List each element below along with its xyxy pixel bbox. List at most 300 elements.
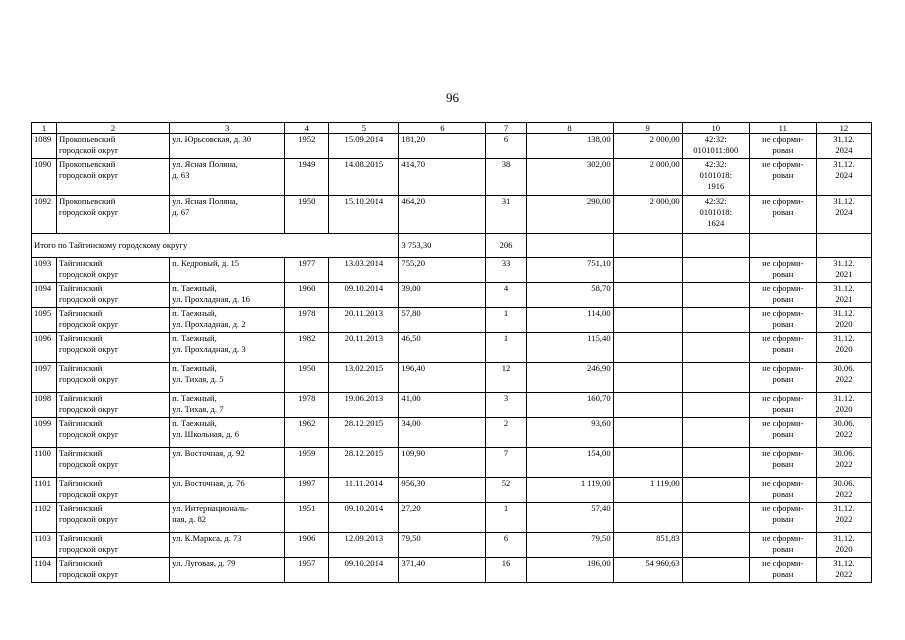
year-cell: 1951 — [285, 503, 329, 533]
value-col8-cell: 57,40 — [526, 503, 613, 533]
row-id: 1100 — [32, 448, 57, 478]
area-cell: 39,00 — [399, 283, 486, 308]
address-cell — [170, 134, 285, 159]
address-cell — [170, 283, 285, 308]
municipality-cell-line: городской округ — [59, 319, 119, 329]
row-id: 1102 — [32, 503, 57, 533]
column-number: 12 — [816, 123, 871, 134]
table-row — [32, 503, 872, 533]
year-cell: 1959 — [285, 448, 329, 478]
column-number: 1 — [32, 123, 57, 134]
value-col8-cell: 1 119,00 — [526, 478, 613, 503]
status-cell-line: не сформи- — [762, 478, 804, 488]
deadline-cell — [816, 533, 871, 558]
column-number: 11 — [749, 123, 816, 134]
municipality-cell — [57, 478, 170, 503]
status-cell-line: не сформи- — [762, 333, 804, 343]
status-cell-line: не сформи- — [762, 363, 804, 373]
date-cell: 13.02.2015 — [329, 363, 399, 393]
status-cell-line: рован — [772, 514, 794, 524]
table-row — [32, 558, 872, 583]
area-cell: 34,00 — [399, 418, 486, 448]
deadline-cell-line: 2020 — [835, 404, 853, 414]
table-row — [32, 448, 872, 478]
municipality-cell-line: городской округ — [59, 145, 119, 155]
subtotal-row — [32, 234, 872, 258]
address-cell — [170, 308, 285, 333]
value-col9-cell — [613, 308, 682, 333]
value-col8-cell: 290,00 — [526, 196, 613, 234]
status-cell-line: не сформи- — [762, 503, 804, 513]
municipality-cell-line: Тайгинский — [59, 418, 103, 428]
municipality-cell — [57, 448, 170, 478]
value-col9-cell — [613, 418, 682, 448]
value-col8-cell: 138,00 — [526, 134, 613, 159]
municipality-cell-line: городской округ — [59, 459, 119, 469]
empty-cell — [749, 234, 816, 258]
deadline-cell-line: 2024 — [835, 145, 853, 155]
status-cell-line: рован — [772, 544, 794, 554]
residents-cell: 52 — [486, 478, 526, 503]
empty-cell — [613, 234, 682, 258]
table-row — [32, 159, 872, 196]
address-cell — [170, 418, 285, 448]
address-cell-line: п. Кедровый, д. 15 — [172, 258, 240, 268]
residents-cell: 16 — [486, 558, 526, 583]
area-cell: 79,50 — [399, 533, 486, 558]
cadastral-cell-line: 42:32: — [704, 196, 727, 206]
cadastral-cell-line: 1916 — [707, 181, 725, 191]
residents-cell: 38 — [486, 159, 526, 196]
deadline-cell-line: 31.12. — [833, 308, 855, 318]
cadastral-cell — [682, 533, 749, 558]
column-number: 4 — [285, 123, 329, 134]
municipality-cell-line: городской округ — [59, 514, 119, 524]
municipality-cell — [57, 196, 170, 234]
municipality-cell-line: Прокопьевский — [59, 159, 116, 169]
cadastral-cell-line: 42:32: — [704, 134, 727, 144]
value-col8-cell: 154,00 — [526, 448, 613, 478]
table-row — [32, 478, 872, 503]
municipality-cell-line: Тайгинский — [59, 478, 103, 488]
table-body — [32, 123, 872, 583]
table-row — [32, 333, 872, 363]
deadline-cell-line: 31.12. — [833, 196, 855, 206]
status-cell-line: не сформи- — [762, 558, 804, 568]
status-cell — [749, 196, 816, 234]
date-cell: 09.10.2014 — [329, 503, 399, 533]
column-number: 2 — [57, 123, 170, 134]
address-cell-line: ул. Прохладная, д. 16 — [172, 294, 250, 304]
row-id: 1104 — [32, 558, 57, 583]
year-cell: 1977 — [285, 258, 329, 283]
address-cell-line: п. Таежный, — [172, 333, 217, 343]
residents-cell: 1 — [486, 308, 526, 333]
deadline-cell-line: 2021 — [835, 294, 853, 304]
column-number: 9 — [613, 123, 682, 134]
value-col9-cell — [613, 448, 682, 478]
deadline-cell-line: 2022 — [835, 489, 853, 499]
municipality-cell-line: Тайгинский — [59, 258, 103, 268]
row-id: 1097 — [32, 363, 57, 393]
status-cell — [749, 533, 816, 558]
status-cell — [749, 558, 816, 583]
deadline-cell — [816, 196, 871, 234]
value-col8-cell: 160,70 — [526, 393, 613, 418]
row-id: 1099 — [32, 418, 57, 448]
residents-cell: 2 — [486, 418, 526, 448]
status-cell — [749, 159, 816, 196]
address-cell — [170, 533, 285, 558]
status-cell — [749, 134, 816, 159]
empty-cell — [816, 234, 871, 258]
address-cell-line: ул. Луговая, д. 79 — [172, 558, 236, 568]
empty-cell — [682, 234, 749, 258]
row-id: 1098 — [32, 393, 57, 418]
deadline-cell-line: 2022 — [835, 514, 853, 524]
address-cell — [170, 558, 285, 583]
deadline-cell-line: 2024 — [835, 207, 853, 217]
municipality-cell-line: городской округ — [59, 404, 119, 414]
address-cell-line: ул. Прохладная, д. 2 — [172, 319, 246, 329]
cadastral-cell-line: 0101018: — [699, 170, 732, 180]
date-cell: 28.12.2015 — [329, 418, 399, 448]
date-cell: 09.10.2014 — [329, 558, 399, 583]
deadline-cell-line: 31.12. — [833, 283, 855, 293]
status-cell — [749, 363, 816, 393]
value-col9-cell — [613, 393, 682, 418]
deadline-cell-line: 31.12. — [833, 533, 855, 543]
cadastral-cell-line: 0101011:800 — [693, 145, 739, 155]
municipality-cell-line: городской округ — [59, 294, 119, 304]
table-row — [32, 308, 872, 333]
municipality-cell-line: Прокопьевский — [59, 134, 116, 144]
area-cell: 41,00 — [399, 393, 486, 418]
cadastral-cell-line: 1624 — [707, 218, 725, 228]
value-col9-cell — [613, 503, 682, 533]
table-row — [32, 134, 872, 159]
column-number: 7 — [486, 123, 526, 134]
value-col9-cell — [613, 258, 682, 283]
area-cell: 196,40 — [399, 363, 486, 393]
date-cell: 11.11.2014 — [329, 478, 399, 503]
year-cell: 1957 — [285, 558, 329, 583]
column-number-row — [32, 123, 872, 134]
address-cell-line: ул. Юрьсовская, д. 30 — [172, 134, 251, 144]
cadastral-cell — [682, 363, 749, 393]
date-cell: 14.08.2015 — [329, 159, 399, 196]
address-cell — [170, 448, 285, 478]
deadline-cell — [816, 159, 871, 196]
municipality-cell-line: городской округ — [59, 374, 119, 384]
deadline-cell — [816, 448, 871, 478]
municipality-cell — [57, 393, 170, 418]
deadline-cell-line: 31.12. — [833, 558, 855, 568]
address-cell-line: п. Таежный, — [172, 393, 217, 403]
address-cell-line: п. Таежный, — [172, 283, 217, 293]
status-cell-line: не сформи- — [762, 308, 804, 318]
column-number: 8 — [526, 123, 613, 134]
deadline-cell — [816, 503, 871, 533]
value-col9-cell: 2 000,00 — [613, 134, 682, 159]
municipality-cell — [57, 363, 170, 393]
deadline-cell-line: 2022 — [835, 429, 853, 439]
table-row — [32, 363, 872, 393]
table-row — [32, 196, 872, 234]
date-cell: 20.11.2013 — [329, 308, 399, 333]
deadline-cell-line: 31.12. — [833, 258, 855, 268]
status-cell — [749, 503, 816, 533]
column-number: 6 — [399, 123, 486, 134]
date-cell: 13.03.2014 — [329, 258, 399, 283]
value-col8-cell: 115,40 — [526, 333, 613, 363]
address-cell — [170, 363, 285, 393]
column-number: 5 — [329, 123, 399, 134]
year-cell: 1978 — [285, 393, 329, 418]
cadastral-cell — [682, 393, 749, 418]
address-cell — [170, 478, 285, 503]
row-id: 1093 — [32, 258, 57, 283]
deadline-cell — [816, 558, 871, 583]
date-cell: 15.10.2014 — [329, 196, 399, 234]
year-cell: 1950 — [285, 196, 329, 234]
status-cell-line: не сформи- — [762, 283, 804, 293]
status-cell — [749, 478, 816, 503]
status-cell-line: рован — [772, 459, 794, 469]
municipality-cell-line: городской округ — [59, 269, 119, 279]
address-cell — [170, 393, 285, 418]
municipality-cell-line: Тайгинский — [59, 393, 103, 403]
residents-cell: 3 — [486, 393, 526, 418]
status-cell-line: рован — [772, 374, 794, 384]
municipality-cell-line: Тайгинский — [59, 363, 103, 373]
cadastral-cell — [682, 134, 749, 159]
status-cell-line: рован — [772, 269, 794, 279]
status-cell-line: рован — [772, 145, 794, 155]
row-id: 1090 — [32, 159, 57, 196]
subtotal-label: Итого по Тайгинскому городскому округу — [32, 234, 399, 258]
cadastral-cell — [682, 333, 749, 363]
table-row — [32, 533, 872, 558]
subtotal-residents: 206 — [486, 234, 526, 258]
value-col8-cell: 58,70 — [526, 283, 613, 308]
residents-cell: 31 — [486, 196, 526, 234]
year-cell: 1906 — [285, 533, 329, 558]
row-id: 1103 — [32, 533, 57, 558]
value-col8-cell: 196,00 — [526, 558, 613, 583]
address-cell-line: ул. Прохладная, д. 3 — [172, 344, 246, 354]
area-cell: 46,50 — [399, 333, 486, 363]
municipality-cell — [57, 533, 170, 558]
deadline-cell — [816, 393, 871, 418]
cadastral-cell — [682, 448, 749, 478]
municipality-cell — [57, 558, 170, 583]
value-col9-cell: 54 960,63 — [613, 558, 682, 583]
housing-registry-table — [31, 122, 872, 583]
status-cell-line: рован — [772, 404, 794, 414]
municipality-cell-line: городской округ — [59, 170, 119, 180]
subtotal-area: 3 753,30 — [399, 234, 486, 258]
status-cell — [749, 333, 816, 363]
date-cell: 12.09.2013 — [329, 533, 399, 558]
status-cell-line: не сформи- — [762, 159, 804, 169]
residents-cell: 1 — [486, 333, 526, 363]
status-cell-line: не сформи- — [762, 134, 804, 144]
deadline-cell-line: 2021 — [835, 269, 853, 279]
deadline-cell — [816, 134, 871, 159]
deadline-cell — [816, 478, 871, 503]
value-col9-cell — [613, 363, 682, 393]
deadline-cell-line: 2020 — [835, 544, 853, 554]
row-id: 1094 — [32, 283, 57, 308]
deadline-cell-line: 2022 — [835, 374, 853, 384]
status-cell-line: не сформи- — [762, 258, 804, 268]
area-cell: 371,40 — [399, 558, 486, 583]
table-row — [32, 258, 872, 283]
date-cell: 09.10.2014 — [329, 283, 399, 308]
deadline-cell — [816, 308, 871, 333]
residents-cell: 6 — [486, 533, 526, 558]
status-cell-line: не сформи- — [762, 418, 804, 428]
residents-cell: 7 — [486, 448, 526, 478]
deadline-cell-line: 2022 — [835, 569, 853, 579]
residents-cell: 4 — [486, 283, 526, 308]
cadastral-cell — [682, 258, 749, 283]
municipality-cell-line: городской округ — [59, 207, 119, 217]
address-cell-line: д. 67 — [172, 207, 190, 217]
year-cell: 1952 — [285, 134, 329, 159]
cadastral-cell-line: 0101018: — [699, 207, 732, 217]
area-cell: 956,30 — [399, 478, 486, 503]
municipality-cell-line: Тайгинский — [59, 333, 103, 343]
cadastral-cell — [682, 283, 749, 308]
value-col9-cell — [613, 333, 682, 363]
municipality-cell — [57, 308, 170, 333]
address-cell-line: ул. Тихая, д. 5 — [172, 374, 224, 384]
deadline-cell — [816, 363, 871, 393]
cadastral-cell — [682, 196, 749, 234]
value-col9-cell — [613, 283, 682, 308]
year-cell: 1949 — [285, 159, 329, 196]
deadline-cell — [816, 258, 871, 283]
address-cell-line: ул. Тихая, д. 7 — [172, 404, 224, 414]
municipality-cell — [57, 134, 170, 159]
address-cell — [170, 196, 285, 234]
address-cell-line: д. 63 — [172, 170, 190, 180]
status-cell-line: не сформи- — [762, 196, 804, 206]
address-cell — [170, 333, 285, 363]
address-cell-line: ул. Восточная, д. 92 — [172, 448, 245, 458]
area-cell: 414,70 — [399, 159, 486, 196]
deadline-cell — [816, 333, 871, 363]
municipality-cell — [57, 418, 170, 448]
status-cell — [749, 393, 816, 418]
cadastral-cell — [682, 558, 749, 583]
cadastral-cell — [682, 418, 749, 448]
municipality-cell-line: Тайгинский — [59, 283, 103, 293]
table-row — [32, 283, 872, 308]
empty-cell — [526, 234, 613, 258]
municipality-cell — [57, 258, 170, 283]
status-cell-line: не сформи- — [762, 393, 804, 403]
address-cell-line: ул. Ясная Поляна, — [172, 196, 238, 206]
value-col8-cell: 751,10 — [526, 258, 613, 283]
year-cell: 1962 — [285, 418, 329, 448]
deadline-cell-line: 31.12. — [833, 159, 855, 169]
cadastral-cell — [682, 478, 749, 503]
date-cell: 28.12.2015 — [329, 448, 399, 478]
address-cell-line: п. Таежный, — [172, 418, 217, 428]
address-cell-line: ул. Восточная, д. 76 — [172, 478, 245, 488]
cadastral-cell — [682, 159, 749, 196]
municipality-cell — [57, 159, 170, 196]
value-col8-cell: 79,50 — [526, 533, 613, 558]
deadline-cell-line: 31.12. — [833, 134, 855, 144]
municipality-cell-line: Тайгинский — [59, 448, 103, 458]
municipality-cell-line: Тайгинский — [59, 503, 103, 513]
deadline-cell-line: 30.06. — [833, 478, 855, 488]
table-row — [32, 418, 872, 448]
row-id: 1089 — [32, 134, 57, 159]
table-row — [32, 393, 872, 418]
column-number: 3 — [170, 123, 285, 134]
status-cell-line: не сформи- — [762, 533, 804, 543]
date-cell: 15.09.2014 — [329, 134, 399, 159]
municipality-cell-line: Тайгинский — [59, 308, 103, 318]
column-number: 10 — [682, 123, 749, 134]
year-cell: 1960 — [285, 283, 329, 308]
cadastral-cell — [682, 308, 749, 333]
address-cell-line: ул. Интернациональ- — [172, 503, 249, 513]
row-id: 1101 — [32, 478, 57, 503]
status-cell-line: рован — [772, 294, 794, 304]
page-number: 96 — [446, 90, 459, 105]
value-col9-cell: 1 119,00 — [613, 478, 682, 503]
municipality-cell-line: городской округ — [59, 344, 119, 354]
value-col9-cell: 851,83 — [613, 533, 682, 558]
cadastral-cell-line: 42:32: — [704, 159, 727, 169]
value-col9-cell: 2 000,00 — [613, 196, 682, 234]
municipality-cell-line: Тайгинский — [59, 558, 103, 568]
status-cell — [749, 283, 816, 308]
value-col9-cell: 2 000,00 — [613, 159, 682, 196]
status-cell-line: рован — [772, 170, 794, 180]
municipality-cell — [57, 333, 170, 363]
address-cell-line: ул. Ясная Поляна, — [172, 159, 238, 169]
deadline-cell-line: 30.06. — [833, 363, 855, 373]
address-cell-line: п. Таежный, — [172, 308, 217, 318]
area-cell: 181,20 — [399, 134, 486, 159]
municipality-cell — [57, 283, 170, 308]
year-cell: 1950 — [285, 363, 329, 393]
municipality-cell-line: городской округ — [59, 569, 119, 579]
status-cell-line: рован — [772, 429, 794, 439]
municipality-cell-line: городской округ — [59, 489, 119, 499]
deadline-cell-line: 31.12. — [833, 393, 855, 403]
status-cell — [749, 308, 816, 333]
deadline-cell-line: 30.06. — [833, 448, 855, 458]
deadline-cell-line: 31.12. — [833, 503, 855, 513]
address-cell-line: ул. Школьная, д. 6 — [172, 429, 240, 439]
area-cell: 57,80 — [399, 308, 486, 333]
municipality-cell — [57, 503, 170, 533]
address-cell-line: п. Таежный, — [172, 363, 217, 373]
status-cell — [749, 258, 816, 283]
value-col8-cell: 93,60 — [526, 418, 613, 448]
status-cell-line: рован — [772, 207, 794, 217]
row-id: 1095 — [32, 308, 57, 333]
area-cell: 27,20 — [399, 503, 486, 533]
